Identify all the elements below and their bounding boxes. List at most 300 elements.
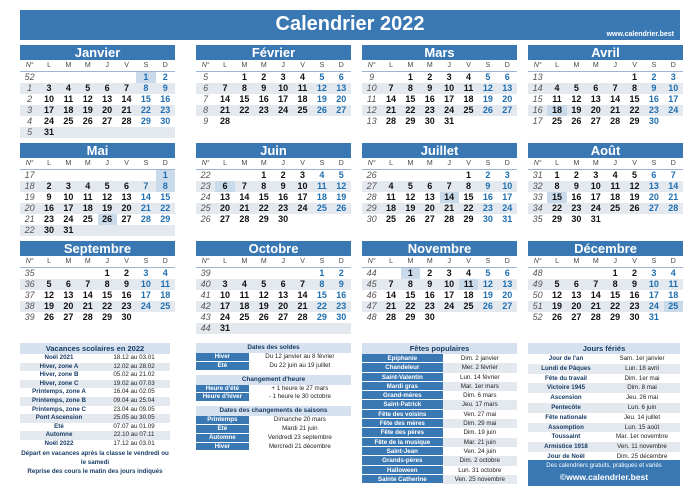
info-value: Lun. 6 juin — [627, 403, 657, 411]
week-row — [528, 116, 683, 127]
day-cell: 30 — [424, 116, 435, 126]
day-cell: 9 — [162, 83, 168, 93]
week-row — [196, 323, 351, 334]
day-cell: 5 — [485, 72, 491, 82]
weekday-label: L — [47, 160, 52, 167]
day-cell: 16 — [571, 192, 582, 202]
week-number: 23 — [200, 181, 211, 191]
weekday-label: D — [670, 160, 676, 167]
day-cell — [459, 116, 478, 127]
week-row — [20, 279, 175, 290]
day-cell: 7 — [241, 181, 247, 191]
day-cell — [293, 214, 312, 225]
day-cell: 2 — [485, 170, 491, 180]
day-cell: 11 — [668, 279, 679, 289]
day-cell: 11 — [63, 94, 74, 104]
week-number: 37 — [24, 290, 35, 300]
weekday-label: J — [105, 160, 109, 167]
fetes-panel — [362, 343, 517, 484]
info-row — [528, 393, 680, 403]
day-cell: 16 — [629, 290, 640, 300]
week-row — [362, 203, 517, 214]
day-cell: 27 — [220, 214, 231, 224]
week-number: 15 — [532, 94, 543, 104]
weekday-label: J — [447, 160, 451, 167]
info-label: Sainte Catherine — [362, 475, 443, 484]
day-cell: 12 — [571, 94, 582, 104]
info-row — [528, 354, 680, 364]
week-number: 17 — [532, 116, 543, 126]
day-cell: 16 — [121, 290, 132, 300]
day-cell: 13 — [502, 279, 513, 289]
week-row — [196, 170, 351, 181]
day-cell: 27 — [571, 312, 582, 322]
weekday-label: M — [65, 160, 72, 167]
day-cell: 23 — [648, 105, 659, 115]
week-number: 35 — [532, 214, 543, 224]
day-cell: 15 — [547, 192, 566, 203]
info-row — [362, 354, 517, 363]
week-number: 21 — [24, 214, 35, 224]
day-cell: 18 — [386, 203, 397, 213]
weekday-header — [362, 60, 517, 72]
info-row — [362, 363, 517, 372]
day-cell: 19 — [482, 290, 493, 300]
day-cell: 14 — [440, 192, 459, 203]
week-number: 12 — [366, 105, 377, 115]
info-row — [20, 414, 170, 423]
day-cell: 22 — [405, 105, 416, 115]
weekday-label: J — [447, 258, 451, 265]
week-row — [528, 170, 683, 181]
day-cell: 14 — [668, 181, 679, 191]
weekday-label: L — [555, 160, 560, 167]
week-number: 44 — [366, 268, 377, 278]
week-number: 25 — [200, 203, 211, 213]
day-cell: 3 — [446, 268, 452, 278]
weekday-label: V — [124, 62, 129, 69]
weekday-label: N° — [201, 258, 210, 265]
day-cell: 21 — [668, 192, 679, 202]
day-cell: 12 — [44, 290, 55, 300]
week-number: 46 — [366, 290, 377, 300]
week-row — [196, 116, 351, 127]
day-cell: 24 — [502, 203, 513, 213]
info-label: Fête des voisins — [362, 410, 443, 419]
day-cell: 29 — [160, 214, 171, 224]
week-row — [362, 116, 517, 127]
day-cell — [215, 268, 234, 279]
info-row — [362, 400, 517, 409]
day-cell: 16 — [160, 94, 171, 104]
day-cell: 13 — [63, 290, 74, 300]
day-cell: 23 — [278, 203, 289, 213]
info-label: Lundi de Pâques — [541, 364, 591, 372]
weekday-label: S — [651, 258, 657, 265]
week-number: 34 — [532, 203, 543, 213]
page-title: Calendrier 2022 — [275, 13, 425, 35]
info-label: Hiver — [196, 443, 249, 452]
vacances-note-reprise: Reprise des cours le matin des jours indiqués — [27, 467, 163, 475]
weekday-label: S — [319, 258, 325, 265]
day-cell: 30 — [121, 312, 132, 322]
day-cell: 29 — [463, 214, 474, 224]
week-row — [20, 116, 175, 127]
week-row — [362, 83, 517, 94]
week-row — [196, 203, 351, 214]
info-label: Heure d'hiver — [196, 393, 249, 402]
week-row — [362, 268, 517, 279]
info-label: Été — [54, 422, 64, 430]
month-name: Mars — [362, 45, 517, 60]
day-cell: 27 — [648, 203, 659, 213]
day-cell: 9 — [46, 192, 52, 202]
day-cell — [136, 127, 155, 138]
day-cell: 6 — [504, 72, 510, 82]
weekday-label: D — [670, 258, 676, 265]
info-label: Automne — [196, 434, 249, 443]
day-cell: 20 — [121, 203, 132, 213]
week-row — [196, 105, 351, 116]
day-cell — [498, 116, 517, 127]
week-row — [196, 279, 351, 290]
weekday-label: S — [485, 258, 491, 265]
day-cell: 22 — [160, 203, 171, 213]
info-label: Ascension — [550, 394, 582, 402]
info-label: Fête des mères — [362, 419, 443, 428]
day-cell — [664, 116, 683, 127]
week-row — [20, 127, 175, 138]
footer-site[interactable]: ©www.calendrier.best — [559, 472, 649, 482]
week-row — [20, 181, 175, 192]
info-value: Jeu. 14 juillet — [623, 413, 661, 421]
week-row — [20, 290, 175, 301]
weekday-label: M — [426, 160, 433, 167]
day-cell: 14 — [590, 290, 601, 300]
day-cell: 29 — [552, 214, 563, 224]
day-cell: 15 — [463, 192, 474, 202]
day-cell: 19 — [316, 94, 327, 104]
weekday-label: D — [338, 62, 344, 69]
day-cell: 30 — [482, 214, 493, 224]
weekday-label: N° — [533, 160, 542, 167]
day-cell: 14 — [386, 290, 397, 300]
day-cell — [78, 268, 97, 279]
week-row — [362, 105, 517, 116]
day-cell — [78, 225, 97, 236]
day-cell: 23 — [424, 301, 435, 311]
day-cell: 9 — [124, 279, 130, 289]
day-cell: 30 — [648, 116, 659, 126]
day-cell — [215, 170, 234, 181]
day-cell: 16 — [424, 290, 435, 300]
day-cell: 27 — [63, 312, 74, 322]
day-cell: 8 — [407, 279, 413, 289]
day-cell — [254, 268, 273, 279]
weekday-label: D — [338, 160, 344, 167]
day-cell: 14 — [121, 94, 132, 104]
day-cell: 25 — [316, 203, 327, 213]
info-row — [362, 428, 517, 437]
day-cell: 28 — [140, 214, 151, 224]
day-cell: 20 — [502, 94, 513, 104]
day-cell: 19 — [552, 301, 563, 311]
day-cell: 7 — [612, 83, 618, 93]
day-cell: 19 — [629, 192, 640, 202]
day-cell: 13 — [590, 94, 601, 104]
week-number: 10 — [366, 83, 377, 93]
day-cell — [293, 323, 312, 334]
weekday-label: M — [241, 160, 248, 167]
day-cell — [381, 72, 400, 83]
weekday-header — [196, 158, 351, 170]
day-cell — [59, 170, 78, 181]
info-value: - 1 heure le 30 octobre — [268, 393, 331, 401]
day-cell: 21 — [140, 203, 151, 213]
week-row — [196, 181, 351, 192]
weekday-label: M — [592, 258, 599, 265]
day-cell: 8 — [104, 279, 110, 289]
day-cell: 2 — [632, 268, 638, 278]
day-cell: 20 — [336, 94, 347, 104]
day-cell: 12 — [316, 83, 327, 93]
day-cell: 28 — [610, 116, 621, 126]
weekday-label: M — [592, 160, 599, 167]
week-number: 5 — [27, 127, 33, 137]
info-value: Dim. 8 mai — [627, 384, 657, 392]
day-cell: 24 — [44, 116, 55, 126]
info-value: 09.04 au 25.04 — [113, 396, 155, 404]
day-cell: 1 — [156, 170, 175, 181]
day-cell: 17 — [444, 94, 455, 104]
info-label: Printemps, zone A — [32, 388, 86, 396]
day-cell: 6 — [65, 279, 71, 289]
day-cell: 15 — [405, 94, 416, 104]
vacances-note-depart: Départ en vacances après la classe le vendredi ou le samedi — [21, 449, 169, 466]
week-number: 39 — [200, 268, 211, 278]
day-cell: 26 — [482, 301, 493, 311]
day-cell: 27 — [424, 214, 435, 224]
day-cell: 20 — [648, 192, 659, 202]
month-3 — [528, 45, 683, 127]
day-cell — [156, 127, 175, 138]
day-cell: 19 — [571, 105, 582, 115]
day-cell: 4 — [300, 72, 306, 82]
day-cell — [625, 214, 644, 225]
day-cell: 9 — [280, 181, 286, 191]
month-11 — [528, 241, 683, 323]
day-cell — [381, 170, 400, 181]
week-number: 13 — [532, 72, 543, 82]
week-number: 29 — [366, 203, 377, 213]
info-value: Mardi 21 juin — [282, 424, 318, 432]
day-cell: 30 — [160, 116, 171, 126]
week-row — [20, 214, 175, 225]
day-cell: 2 — [427, 72, 433, 82]
day-cell — [293, 116, 312, 127]
week-row — [528, 192, 683, 203]
day-cell — [274, 268, 293, 279]
info-row — [362, 419, 517, 428]
weekday-label: M — [84, 160, 91, 167]
day-cell: 1 — [407, 72, 413, 82]
day-cell: 21 — [610, 105, 621, 115]
day-cell: 5 — [319, 72, 325, 82]
day-cell: 13 — [648, 181, 659, 191]
day-cell: 31 — [63, 225, 74, 235]
day-cell: 17 — [668, 94, 679, 104]
vacances-title: Vacances scolaires en 2022 — [20, 343, 170, 354]
day-cell — [235, 116, 254, 127]
day-cell: 30 — [44, 225, 55, 235]
weekday-label: M — [84, 62, 91, 69]
day-cell: 10 — [220, 290, 231, 300]
day-cell: 4 — [388, 181, 394, 191]
month-5 — [196, 143, 351, 225]
weekday-label: L — [47, 62, 52, 69]
day-cell: 13 — [336, 83, 347, 93]
week-number: 42 — [200, 301, 211, 311]
day-cell: 12 — [82, 94, 93, 104]
weekday-label: M — [426, 62, 433, 69]
week-number: 9 — [369, 72, 375, 82]
day-cell — [117, 72, 136, 83]
day-cell: 1 — [466, 170, 472, 180]
site-link[interactable]: www.calendrier.best — [606, 31, 674, 38]
day-cell: 18 — [463, 290, 474, 300]
day-cell: 18 — [297, 94, 308, 104]
week-row — [362, 214, 517, 225]
info-label: Jour de Noël — [547, 452, 585, 460]
day-cell — [117, 127, 136, 138]
day-cell: 24 — [648, 301, 659, 311]
day-cell: 6 — [338, 72, 344, 82]
info-label: Victoire 1945 — [546, 384, 586, 392]
day-cell: 21 — [386, 105, 397, 115]
month-name: Août — [528, 143, 683, 158]
day-cell: 5 — [46, 279, 52, 289]
week-number: 9 — [203, 116, 209, 126]
info-value: Jeu. 17 mars — [443, 400, 517, 409]
weekday-label: M — [260, 160, 267, 167]
info-value: Mar. 21 juin — [443, 438, 517, 447]
info-label: Printemps, zone B — [32, 396, 86, 404]
day-cell: 13 — [102, 94, 113, 104]
day-cell: 11 — [463, 83, 474, 93]
day-cell: 22 — [258, 203, 269, 213]
info-value: 16.04 au 02.05 — [113, 388, 155, 396]
day-cell: 29 — [102, 312, 113, 322]
week-row — [20, 105, 175, 116]
weekday-label: D — [504, 160, 510, 167]
info-value: 12.02 au 28.02 — [113, 362, 155, 370]
day-cell: 23 — [44, 214, 55, 224]
day-cell: 8 — [241, 83, 247, 93]
day-cell: 25 — [552, 116, 563, 126]
weekday-label: S — [651, 62, 657, 69]
weekday-label: D — [162, 258, 168, 265]
day-cell — [98, 225, 117, 236]
day-cell: 26 — [44, 312, 55, 322]
day-cell: 19 — [82, 105, 93, 115]
day-cell: 12 — [482, 279, 493, 289]
day-cell: 17 — [63, 203, 74, 213]
day-cell — [136, 312, 155, 323]
day-cell — [254, 116, 273, 127]
week-number: 31 — [532, 170, 543, 180]
week-number: 5 — [203, 72, 209, 82]
day-cell — [440, 312, 459, 323]
day-cell: 8 — [554, 181, 560, 191]
month-name: Décembre — [528, 241, 683, 256]
day-cell: 10 — [444, 83, 455, 93]
weekday-label: M — [573, 258, 580, 265]
footer-banner — [528, 460, 680, 486]
weekday-label: N° — [367, 160, 376, 167]
weekday-label: M — [260, 258, 267, 265]
day-cell: 4 — [241, 279, 247, 289]
day-cell: 11 — [160, 279, 171, 289]
day-cell: 15 — [160, 192, 171, 202]
day-cell: 3 — [280, 72, 286, 82]
week-number: 51 — [532, 301, 543, 311]
day-cell: 2 — [46, 181, 52, 191]
week-number: 52 — [24, 72, 35, 82]
weekday-label: D — [670, 62, 676, 69]
day-cell: 17 — [590, 192, 601, 202]
week-number: 1 — [27, 83, 33, 93]
info-row — [20, 440, 170, 449]
day-cell: 9 — [485, 181, 491, 191]
info-row — [362, 373, 517, 382]
info-row — [196, 362, 351, 371]
day-cell: 29 — [405, 312, 416, 322]
day-cell: 23 — [629, 301, 640, 311]
week-number: 28 — [366, 192, 377, 202]
info-value: Dim. 6 mars — [463, 392, 497, 400]
day-cell — [332, 116, 351, 127]
weekday-label: V — [466, 258, 471, 265]
day-cell: 10 — [140, 279, 151, 289]
weekday-label: M — [241, 62, 248, 69]
day-cell: 29 — [140, 116, 151, 126]
day-cell: 25 — [610, 203, 621, 213]
day-cell: 22 — [610, 301, 621, 311]
info-label: Grand-mères — [362, 391, 443, 400]
day-cell: 11 — [317, 181, 327, 191]
day-cell — [567, 72, 586, 83]
month-name: Juin — [196, 143, 351, 158]
week-number: 22 — [24, 225, 35, 235]
day-cell: 30 — [424, 312, 435, 322]
week-number: 39 — [24, 312, 35, 322]
week-row — [362, 279, 517, 290]
feries-title: Jours fériés — [528, 343, 680, 354]
week-number: 48 — [366, 312, 377, 322]
weekday-label: L — [389, 62, 394, 69]
day-cell — [235, 170, 254, 181]
day-cell: 23 — [424, 105, 435, 115]
day-cell: 6 — [651, 170, 657, 180]
day-cell: 16 — [44, 203, 55, 213]
day-cell: 7 — [300, 279, 306, 289]
weekday-label: S — [485, 160, 491, 167]
info-row — [362, 410, 517, 419]
week-row — [528, 312, 683, 323]
day-cell — [567, 268, 586, 279]
day-cell — [664, 312, 683, 323]
week-number: 44 — [200, 323, 211, 333]
